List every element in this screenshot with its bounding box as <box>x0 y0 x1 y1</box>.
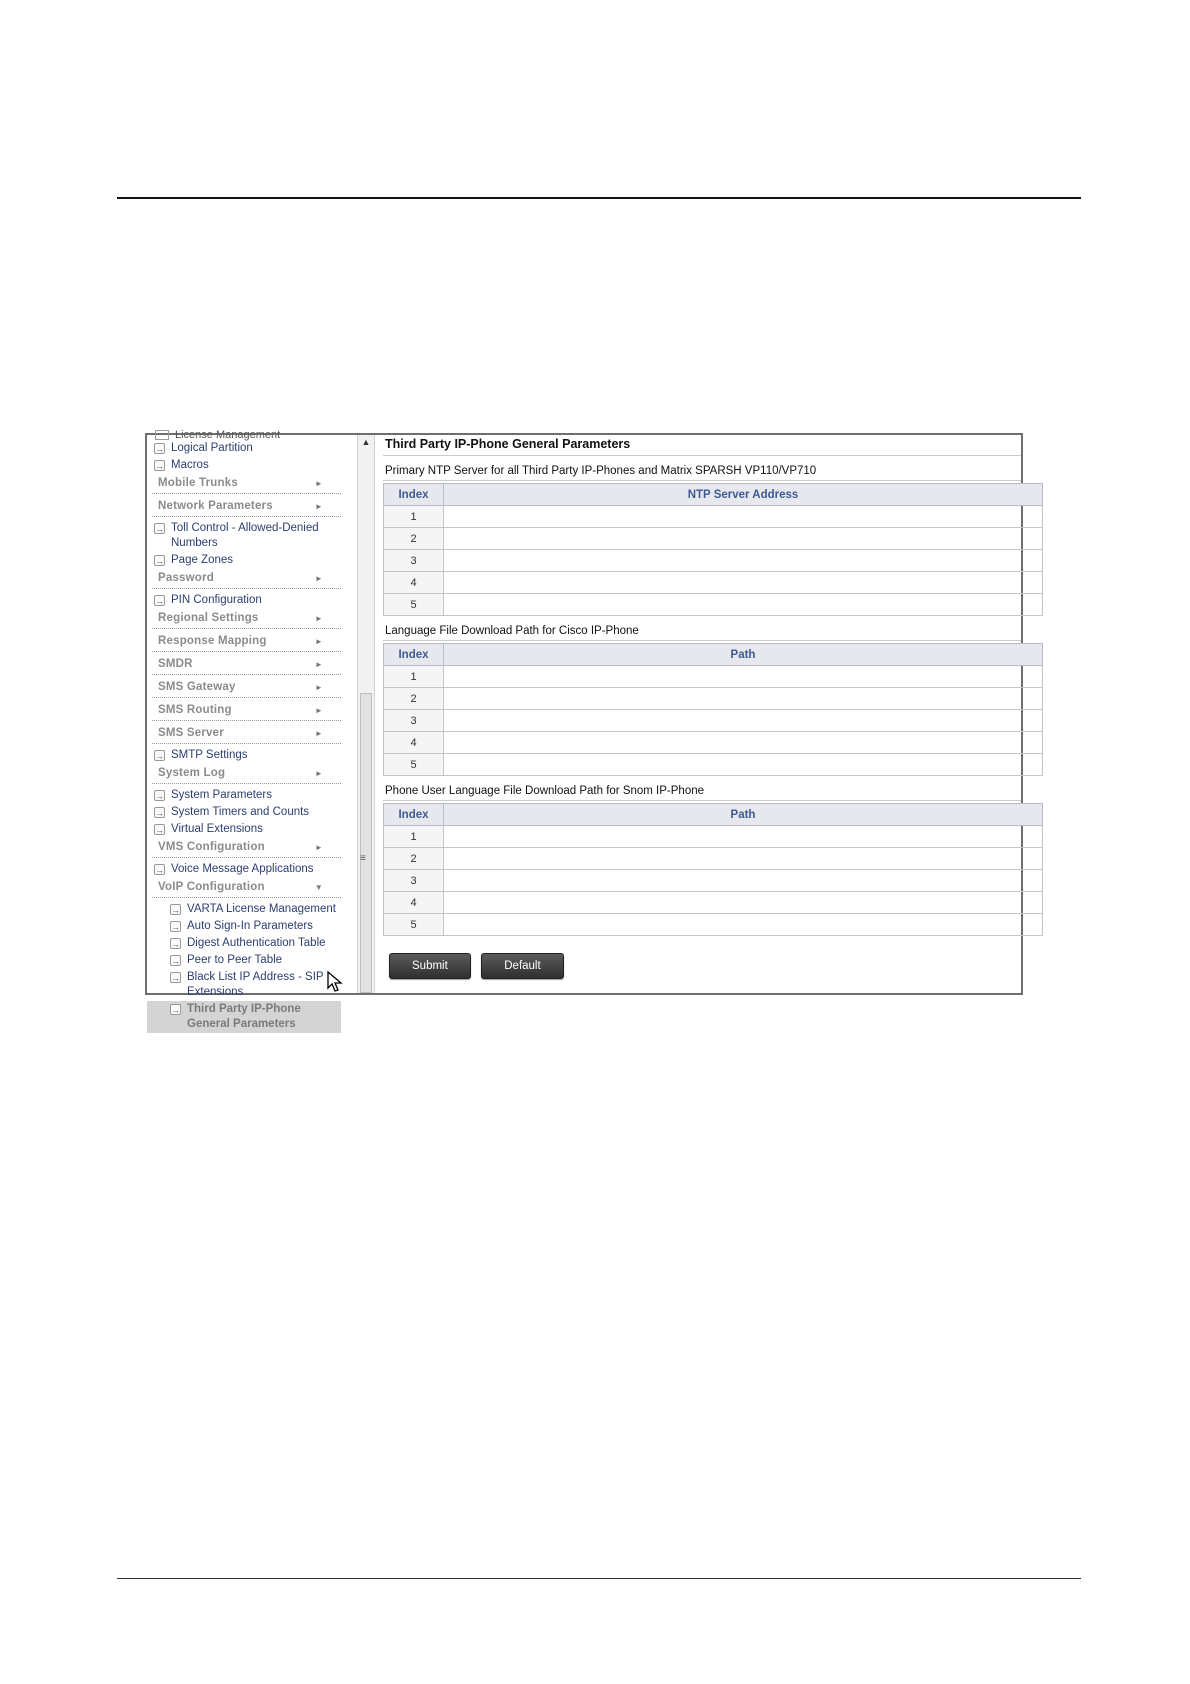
table-row <box>384 892 1043 914</box>
nav-label: Third Party IP-Phone General Parameters <box>187 1003 301 1030</box>
nav-label: Page Zones <box>171 554 234 566</box>
chevron-down-icon: ▼ <box>314 883 323 892</box>
chevron-right-icon: ► <box>314 660 323 669</box>
chevron-right-icon: ► <box>314 479 323 488</box>
nav-item-page-zones[interactable] <box>147 552 357 569</box>
index-column-header: Index <box>384 484 444 506</box>
default-button[interactable]: Default <box>481 953 563 979</box>
nav-item-system-parameters[interactable] <box>147 787 357 804</box>
value-input-cell[interactable] <box>444 870 1043 892</box>
arrow-icon: → <box>171 973 180 983</box>
row-index: 2 <box>384 848 444 870</box>
nav-group-smdr[interactable] <box>152 655 341 675</box>
nav-label: System Log <box>158 767 226 779</box>
table-row <box>384 710 1043 732</box>
nav-label: Toll Control - Allowed-Denied Numbers <box>171 522 319 549</box>
table-row <box>384 506 1043 528</box>
nav-item-auto-sign-in-parameters[interactable] <box>147 918 357 935</box>
scrollbar-thumb[interactable] <box>360 693 372 993</box>
nav-item-system-timers-and-counts[interactable] <box>147 804 357 821</box>
value-input-cell[interactable] <box>444 754 1043 776</box>
nav-label: SMS Routing <box>158 704 232 716</box>
parameter-section <box>383 782 1021 936</box>
clipped-nav-label: License Management <box>175 429 281 441</box>
row-index: 5 <box>384 594 444 616</box>
value-column-header: NTP Server Address <box>444 484 1043 506</box>
index-column-header: Index <box>384 644 444 666</box>
nav-group-sms-routing[interactable] <box>152 701 341 721</box>
header-rule <box>117 197 1081 199</box>
value-input-cell[interactable] <box>444 594 1043 616</box>
nav-label: System Timers and Counts <box>171 806 310 818</box>
nav-label: Voice Message Applications <box>171 863 314 875</box>
nav-item-smtp-settings[interactable] <box>147 747 357 764</box>
mouse-pointer-icon <box>327 971 343 993</box>
nav-item-digest-authentication-table[interactable] <box>147 935 357 952</box>
table-row <box>384 732 1043 754</box>
value-input-cell[interactable] <box>444 528 1043 550</box>
nav-group-vms-configuration[interactable] <box>152 838 341 858</box>
arrow-icon: → <box>171 939 180 949</box>
value-input-cell[interactable] <box>444 550 1043 572</box>
table-row <box>384 914 1043 936</box>
nav-label: VoIP Configuration <box>158 881 265 893</box>
parameter-section <box>383 462 1021 616</box>
nav-label: Password <box>158 572 214 584</box>
arrow-icon: → <box>171 922 180 932</box>
nav-item-virtual-extensions[interactable] <box>147 821 357 838</box>
value-input-cell[interactable] <box>444 848 1043 870</box>
nav-item-macros[interactable] <box>147 457 357 474</box>
arrow-icon: → <box>171 905 180 915</box>
chevron-right-icon: ► <box>314 769 323 778</box>
submit-button[interactable]: Submit <box>389 953 471 979</box>
page-title: Third Party IP-Phone General Parameters <box>383 435 1021 456</box>
nav-label: SMDR <box>158 658 193 670</box>
row-index: 3 <box>384 710 444 732</box>
row-index: 2 <box>384 528 444 550</box>
value-input-cell[interactable] <box>444 572 1043 594</box>
chevron-right-icon: ► <box>314 706 323 715</box>
arrow-icon: → <box>171 956 180 966</box>
nav-label: SMS Server <box>158 727 224 739</box>
nav-item-peer-to-peer-table[interactable] <box>147 952 357 969</box>
table-row <box>384 826 1043 848</box>
navigation-pane <box>147 429 357 1030</box>
value-input-cell[interactable] <box>444 666 1043 688</box>
value-input-cell[interactable] <box>444 892 1043 914</box>
arrow-icon: → <box>155 596 164 606</box>
nav-item-logical-partition[interactable] <box>147 440 357 457</box>
scroll-grip-icon: ≡ <box>360 853 366 864</box>
nav-group-voip-configuration[interactable] <box>152 878 341 898</box>
nav-label: Network Parameters <box>158 500 273 512</box>
arrow-icon: → <box>155 444 164 454</box>
nav-label: Regional Settings <box>158 612 259 624</box>
chevron-right-icon: ► <box>314 683 323 692</box>
nav-label: Mobile Trunks <box>158 477 238 489</box>
scroll-up-icon[interactable]: ▲ <box>361 437 371 447</box>
parameter-table <box>383 803 1043 936</box>
nav-item-pin-configuration[interactable] <box>147 592 357 609</box>
nav-group-system-log[interactable] <box>152 764 341 784</box>
table-row <box>384 528 1043 550</box>
row-index: 5 <box>384 914 444 936</box>
value-input-cell[interactable] <box>444 732 1043 754</box>
chevron-right-icon: ► <box>314 614 323 623</box>
section-title: Language File Download Path for Cisco IP-Phone <box>383 622 1021 641</box>
chevron-right-icon: ► <box>314 574 323 583</box>
row-index: 1 <box>384 826 444 848</box>
row-index: 2 <box>384 688 444 710</box>
arrow-icon: → <box>155 791 164 801</box>
value-column-header: Path <box>444 644 1043 666</box>
chevron-right-icon: ► <box>314 843 323 852</box>
footer-rule <box>117 1578 1081 1579</box>
nav-group-network-parameters[interactable] <box>152 497 341 517</box>
nav-label: Macros <box>171 459 209 471</box>
parameter-section <box>383 622 1021 776</box>
nav-label: VARTA License Management <box>187 903 336 915</box>
value-input-cell[interactable] <box>444 914 1043 936</box>
value-input-cell[interactable] <box>444 506 1043 528</box>
row-index: 1 <box>384 506 444 528</box>
arrow-icon: → <box>155 556 164 566</box>
nav-item-third-party-ip-phone-general-parameters[interactable] <box>147 1001 341 1033</box>
arrow-icon: → <box>155 461 164 471</box>
section-title: Primary NTP Server for all Third Party IP-Phones and Matrix SPARSH VP110/VP710 <box>383 462 1021 481</box>
nav-list <box>147 440 357 1033</box>
nav-item-varta-license-management[interactable] <box>147 901 357 918</box>
nav-label: Digest Authentication Table <box>187 937 326 949</box>
nav-item-voice-message-applications[interactable] <box>147 861 357 878</box>
arrow-icon: → <box>155 808 164 818</box>
arrow-icon: → <box>155 751 164 761</box>
chevron-right-icon: ► <box>314 502 323 511</box>
nav-item-toll-control-allowed-denied-numbers[interactable] <box>147 520 357 552</box>
table-header-row <box>384 644 1043 666</box>
nav-label: Auto Sign-In Parameters <box>187 920 313 932</box>
parameter-table <box>383 643 1043 776</box>
table-row <box>384 848 1043 870</box>
value-input-cell[interactable] <box>444 826 1043 848</box>
table-header-row <box>384 804 1043 826</box>
row-index: 4 <box>384 732 444 754</box>
nav-label: VMS Configuration <box>158 841 265 853</box>
value-column-header: Path <box>444 804 1043 826</box>
table-row <box>384 572 1043 594</box>
main-content <box>383 435 1021 993</box>
chevron-right-icon: ► <box>314 729 323 738</box>
value-input-cell[interactable] <box>444 710 1043 732</box>
nav-label: SMS Gateway <box>158 681 236 693</box>
application-window <box>145 429 1023 1030</box>
arrow-icon <box>155 430 169 440</box>
parameter-table <box>383 483 1043 616</box>
index-column-header: Index <box>384 804 444 826</box>
arrow-icon: → <box>155 865 164 875</box>
nav-label: Black List IP Address - SIP Extensions <box>187 971 324 998</box>
nav-label: SMTP Settings <box>171 749 248 761</box>
nav-item-black-list-ip-address-sip-extensions[interactable] <box>147 969 357 1001</box>
nav-label: Peer to Peer Table <box>187 954 283 966</box>
nav-label: Response Mapping <box>158 635 267 647</box>
row-index: 5 <box>384 754 444 776</box>
chevron-right-icon: ► <box>314 637 323 646</box>
nav-group-sms-gateway[interactable] <box>152 678 341 698</box>
nav-group-sms-server[interactable] <box>152 724 341 744</box>
arrow-icon: → <box>171 1005 180 1015</box>
row-index: 1 <box>384 666 444 688</box>
table-row <box>384 666 1043 688</box>
row-index: 4 <box>384 572 444 594</box>
row-index: 3 <box>384 870 444 892</box>
nav-group-regional-settings[interactable] <box>152 609 341 629</box>
table-row <box>384 550 1043 572</box>
nav-group-password[interactable] <box>152 569 341 589</box>
sections-container <box>383 462 1021 936</box>
row-index: 4 <box>384 892 444 914</box>
table-row <box>384 688 1043 710</box>
table-row <box>384 594 1043 616</box>
value-input-cell[interactable] <box>444 688 1043 710</box>
nav-scrollbar[interactable] <box>357 435 375 993</box>
nav-label: PIN Configuration <box>171 594 262 606</box>
section-title: Phone User Language File Download Path for Snom IP-Phone <box>383 782 1021 801</box>
arrow-icon: → <box>155 524 164 534</box>
button-bar <box>389 953 570 979</box>
table-row <box>384 754 1043 776</box>
nav-label: System Parameters <box>171 789 272 801</box>
table-row <box>384 870 1043 892</box>
table-header-row <box>384 484 1043 506</box>
nav-label: Virtual Extensions <box>171 823 263 835</box>
nav-label: Logical Partition <box>171 442 253 454</box>
row-index: 3 <box>384 550 444 572</box>
nav-group-mobile-trunks[interactable] <box>152 474 341 494</box>
arrow-icon: → <box>155 825 164 835</box>
nav-group-response-mapping[interactable] <box>152 632 341 652</box>
